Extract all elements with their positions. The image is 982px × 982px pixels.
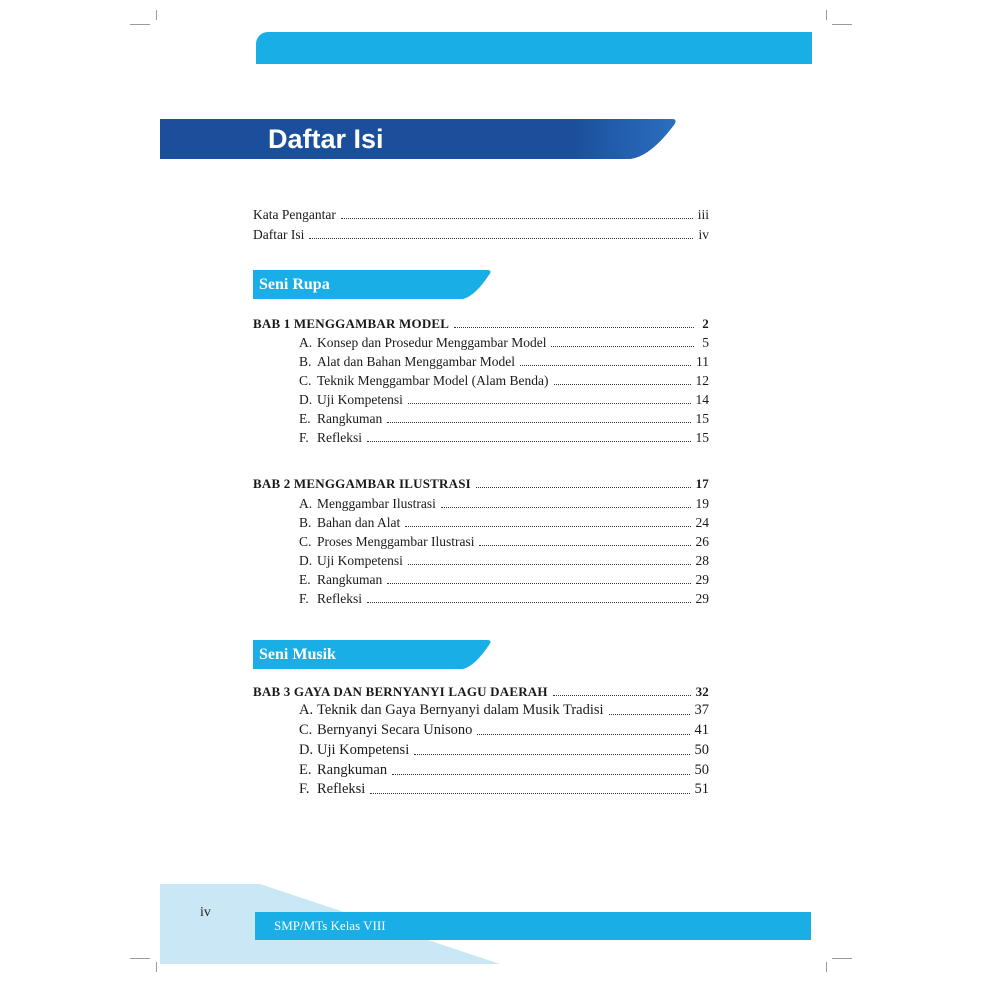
subsection-letter: A. — [299, 496, 313, 511]
subsection-page-number: 26 — [695, 534, 709, 549]
subsection-page-number: 15 — [695, 411, 709, 426]
subsection-text: Teknik dan Gaya Bernyanyi dalam Musik Tradisi — [317, 702, 604, 718]
subsection-row — [299, 569, 709, 588]
subsection-label — [299, 334, 546, 351]
chapter-row — [253, 473, 709, 492]
section-heading-text: Seni Musik — [259, 646, 336, 663]
subsection-letter: A. — [299, 335, 313, 350]
subsection-label — [299, 781, 365, 798]
subsection-row — [299, 720, 709, 739]
subsection-letter: E. — [299, 411, 311, 426]
subsection-letter: C. — [299, 534, 312, 549]
subsection-letter: B. — [299, 354, 312, 369]
subsection-row — [299, 740, 709, 759]
toc-label: Daftar Isi — [253, 227, 305, 242]
subsection-text: Rangkuman — [317, 411, 383, 426]
subsection-row — [299, 700, 709, 719]
subsection-text: Uji Kompetensi — [317, 742, 410, 758]
subsection-row — [299, 389, 709, 408]
crop-mark — [832, 24, 852, 25]
subsection-letter: E. — [299, 572, 311, 587]
dot-leader — [309, 238, 693, 239]
subsection-page-number: 50 — [694, 762, 709, 778]
subsection-label — [299, 702, 604, 719]
subsection-row — [299, 779, 709, 798]
subsection-text: Bernyanyi Secara Unisono — [317, 722, 473, 738]
subsection-text: Refleksi — [317, 591, 362, 606]
subsection-label — [299, 533, 474, 550]
toc-label: Kata Pengantar — [253, 207, 336, 222]
dot-leader — [414, 754, 689, 755]
chapter-row — [253, 681, 709, 700]
dot-leader — [367, 441, 691, 442]
dot-leader — [370, 793, 689, 794]
title-banner — [160, 119, 680, 159]
subsection-row — [299, 588, 709, 607]
subsection-row — [299, 351, 709, 370]
subsection-label — [299, 514, 400, 531]
subsection-page-number: 12 — [695, 373, 709, 388]
page-number: iv — [200, 905, 211, 920]
subsection-row — [299, 427, 709, 446]
subsection-text: Teknik Menggambar Model (Alam Benda) — [317, 373, 549, 388]
subsection-text: Konsep dan Prosedur Menggambar Model — [317, 335, 547, 350]
subsection-letter: F. — [299, 591, 309, 606]
subsection-text: Refleksi — [317, 781, 366, 797]
chapter-row — [253, 313, 709, 332]
dot-leader — [341, 218, 693, 219]
subsection-letter: C. — [299, 722, 313, 738]
dot-leader — [367, 602, 691, 603]
subsection-label — [299, 391, 403, 408]
chapter-label: BAB 2 MENGGAMBAR ILUSTRASI — [253, 476, 471, 491]
section-heading-seni-musik — [253, 640, 493, 669]
crop-mark — [130, 958, 150, 959]
footer-book-label: SMP/MTs Kelas VIII — [274, 918, 386, 933]
dot-leader — [408, 403, 691, 404]
subsection-letter: E. — [299, 762, 312, 778]
subsection-label — [299, 410, 382, 427]
toc-row — [253, 224, 709, 243]
subsection-letter: A. — [299, 702, 314, 718]
dot-leader — [387, 422, 690, 423]
crop-mark — [826, 962, 827, 972]
subsection-page-number: 50 — [694, 742, 709, 758]
subsection-page-number: 37 — [694, 702, 709, 718]
subsection-text: Rangkuman — [317, 572, 383, 587]
subsection-letter: C. — [299, 373, 312, 388]
subsection-label — [299, 429, 362, 446]
dot-leader — [476, 487, 691, 488]
dot-leader — [405, 526, 690, 527]
dot-leader — [551, 346, 694, 347]
subsection-page-number: 24 — [695, 515, 709, 530]
subsection-label — [299, 590, 362, 607]
subsection-letter: D. — [299, 742, 314, 758]
chapter-label: BAB 3 GAYA DAN BERNYANYI LAGU DAERAH — [253, 684, 548, 699]
crop-mark — [156, 962, 157, 972]
toc-page-number: iv — [698, 227, 709, 242]
chapter-page-number: 32 — [695, 684, 709, 699]
subsection-row — [299, 512, 709, 531]
dot-leader — [477, 734, 689, 735]
subsection-label — [299, 552, 403, 569]
crop-mark — [156, 10, 157, 20]
subsection-label — [299, 742, 409, 759]
subsection-page-number: 5 — [702, 335, 709, 350]
subsection-row — [299, 370, 709, 389]
chapter-label: BAB 1 MENGGAMBAR MODEL — [253, 316, 450, 331]
crop-mark — [130, 24, 150, 25]
dot-leader — [408, 564, 691, 565]
subsection-letter: B. — [299, 515, 312, 530]
dot-leader — [441, 507, 691, 508]
dot-leader — [454, 327, 694, 328]
subsection-letter: F. — [299, 781, 310, 797]
subsection-text: Proses Menggambar Ilustrasi — [317, 534, 475, 549]
subsection-page-number: 14 — [695, 392, 709, 407]
subsection-row — [299, 760, 709, 779]
subsection-row — [299, 493, 709, 512]
subsection-text: Rangkuman — [317, 762, 388, 778]
page-title: Daftar Isi — [268, 124, 384, 154]
section-heading-text: Seni Rupa — [259, 276, 330, 293]
dot-leader — [609, 714, 690, 715]
subsection-page-number: 19 — [695, 496, 709, 511]
section-heading-seni-rupa — [253, 270, 493, 299]
dot-leader — [554, 384, 691, 385]
dot-leader — [392, 774, 689, 775]
subsection-text: Refleksi — [317, 430, 362, 445]
header-band — [256, 32, 812, 64]
subsection-row — [299, 531, 709, 550]
title-banner-shape — [160, 119, 680, 159]
subsection-text: Alat dan Bahan Menggambar Model — [317, 354, 515, 369]
subsection-text: Uji Kompetensi — [317, 392, 403, 407]
subsection-page-number: 41 — [694, 722, 709, 738]
subsection-page-number: 28 — [695, 553, 709, 568]
subsection-page-number: 51 — [694, 781, 709, 797]
toc-row — [253, 204, 709, 223]
subsection-label — [299, 353, 515, 370]
subsection-page-number: 29 — [695, 572, 709, 587]
subsection-text: Menggambar Ilustrasi — [317, 496, 436, 511]
subsection-page-number: 15 — [695, 430, 709, 445]
subsection-label — [299, 571, 382, 588]
dot-leader — [387, 583, 690, 584]
subsection-label — [299, 495, 436, 512]
crop-mark — [826, 10, 827, 20]
subsection-row — [299, 408, 709, 427]
subsection-letter: D. — [299, 392, 313, 407]
subsection-letter: F. — [299, 430, 309, 445]
toc-page-number: iii — [697, 207, 709, 222]
subsection-page-number: 29 — [695, 591, 709, 606]
subsection-row — [299, 550, 709, 569]
chapter-page-number: 2 — [702, 316, 709, 331]
subsection-page-number: 11 — [696, 354, 709, 369]
crop-mark — [832, 958, 852, 959]
dot-leader — [553, 695, 691, 696]
subsection-text: Uji Kompetensi — [317, 553, 403, 568]
subsection-row — [299, 332, 709, 351]
subsection-letter: D. — [299, 553, 313, 568]
subsection-label — [299, 722, 472, 739]
dot-leader — [520, 365, 691, 366]
dot-leader — [479, 545, 690, 546]
subsection-label — [299, 762, 387, 779]
subsection-label — [299, 372, 549, 389]
chapter-page-number: 17 — [695, 476, 709, 491]
subsection-text: Bahan dan Alat — [317, 515, 401, 530]
